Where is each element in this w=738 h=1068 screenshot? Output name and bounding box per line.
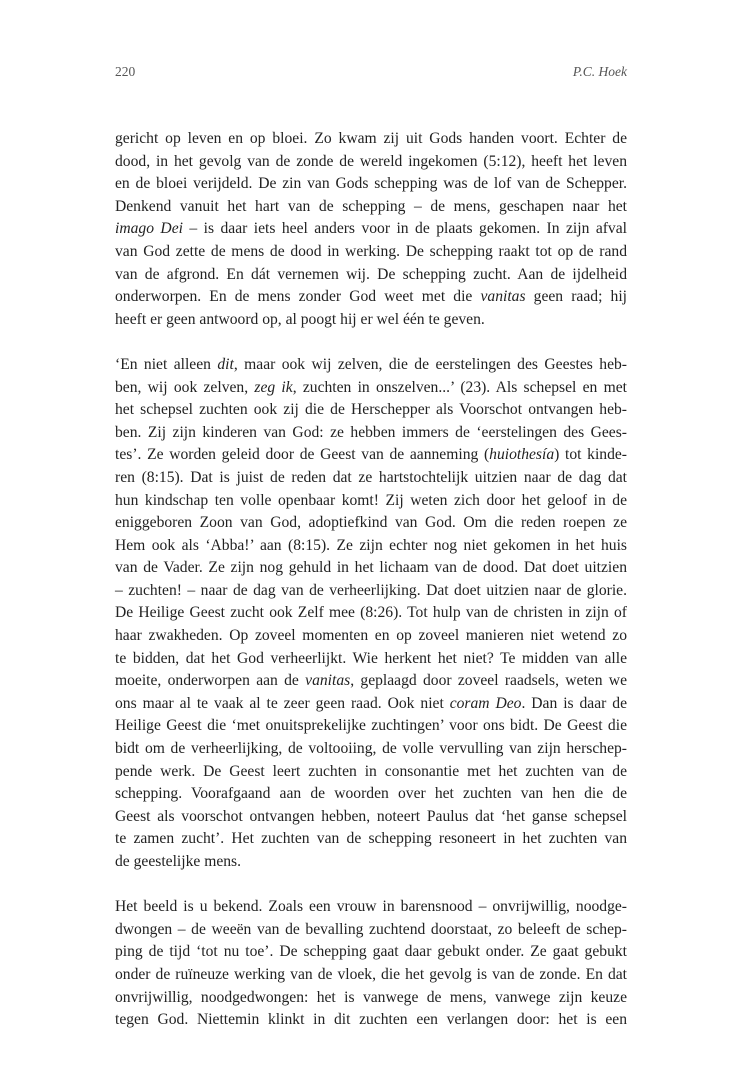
text-line bbox=[115, 964, 627, 987]
text-line bbox=[115, 625, 627, 648]
text-segment: te bidden, dat het God verheerlijkt. Wie herkent het niet? Te midden van alle bbox=[115, 649, 627, 667]
text-line bbox=[115, 828, 627, 851]
text-line bbox=[115, 467, 627, 490]
text-line bbox=[115, 648, 627, 671]
text-segment: moeite, onderworpen aan de bbox=[115, 672, 306, 690]
text-segment: eniggeboren Zoon van God, adoptiefkind van God. Om die reden roepen ze bbox=[115, 514, 627, 532]
text-segment: gericht op leven en op bloei. Zo kwam zij uit Gods handen voort. Echter de bbox=[115, 130, 627, 147]
text-segment: te zamen zucht’. Het zuchten van de schepping resoneert in het zuchten van bbox=[115, 830, 627, 848]
text-segment: van de Vader. Ze zijn nog gehuld in het lichaam van de dood. Dat doet uitzien bbox=[115, 559, 627, 577]
text-line bbox=[115, 399, 627, 422]
text-segment: onvrijwillig, noodgedwongen: het is vanwege de mens, vanwege zijn keuze bbox=[115, 988, 627, 1006]
body-text bbox=[115, 128, 627, 1032]
text-line bbox=[115, 264, 627, 287]
text-segment: heeft er geen antwoord op, al poogt hij er wel één te geven. bbox=[115, 310, 485, 328]
text-segment: ben, wij ook zelven, bbox=[115, 378, 255, 396]
text-line bbox=[115, 896, 627, 919]
text-segment: , maar ook wij zelven, die de eerstelingen des Geestes heb- bbox=[233, 355, 627, 373]
text-segment: ping de tijd ‘tot nu toe’. De schepping gaat daar gebukt onder. Ze gaat gebukt bbox=[115, 943, 627, 961]
italic-term: imago Dei bbox=[115, 220, 183, 238]
paragraph bbox=[115, 128, 627, 331]
text-line bbox=[115, 128, 627, 151]
text-line bbox=[115, 580, 627, 603]
text-line bbox=[115, 173, 627, 196]
text-segment: De Heilige Geest zucht ook Zelf mee (8:26). Tot hulp van de christen in zijn of bbox=[115, 604, 627, 622]
text-segment: – zuchten! – naar de dag van de verheerlijking. Dat doet uitzien naar de glorie. bbox=[115, 581, 627, 599]
text-line bbox=[115, 241, 627, 264]
text-line bbox=[115, 738, 627, 761]
text-line bbox=[115, 490, 627, 513]
text-segment: de geestelijke mens. bbox=[115, 853, 242, 870]
text-line bbox=[115, 851, 627, 874]
text-segment: . Dan is daar de bbox=[521, 694, 627, 712]
text-line bbox=[115, 535, 627, 558]
text-line bbox=[115, 919, 627, 942]
text-segment: Het beeld is u bekend. Zoals een vrouw in barensnood – onvrijwillig, noodge- bbox=[115, 898, 627, 916]
text-segment: van de afgrond. En dát vernemen wij. De schepping zucht. Aan de ijdelheid bbox=[115, 265, 627, 283]
italic-term: zeg ik bbox=[254, 378, 293, 396]
text-segment: Heilige Geest die ‘met onuitsprekelijke zuchtingen’ voor ons bidt. De Geest die bbox=[115, 717, 627, 735]
text-line bbox=[115, 218, 627, 241]
text-line bbox=[115, 354, 627, 377]
text-line bbox=[115, 377, 627, 400]
text-segment: ) tot kinde- bbox=[554, 446, 627, 464]
italic-term: huiothesía bbox=[489, 446, 555, 464]
italic-term: vanitas bbox=[480, 288, 526, 306]
text-line bbox=[115, 783, 627, 806]
text-line bbox=[115, 512, 627, 535]
text-line bbox=[115, 602, 627, 625]
text-line bbox=[115, 557, 627, 580]
text-segment: en de bloei verijdeld. De zin van Gods schepping was de lof van de Schepper. bbox=[115, 175, 627, 193]
text-segment: Denkend vanuit het hart van de schepping – de mens, geschapen naar het bbox=[115, 197, 627, 215]
text-segment: haar zwakheden. Op zoveel momenten en op zoveel manieren niet wetend zo bbox=[115, 627, 627, 645]
text-line bbox=[115, 670, 627, 693]
text-line bbox=[115, 761, 627, 784]
text-line bbox=[115, 151, 627, 174]
text-line bbox=[115, 806, 627, 829]
italic-term: dit bbox=[217, 355, 234, 373]
text-line bbox=[115, 941, 627, 964]
text-line bbox=[115, 286, 627, 309]
text-segment: ‘En niet alleen bbox=[115, 355, 218, 373]
text-line bbox=[115, 987, 627, 1010]
text-segment: bidt om de verheerlijking, de voltooiing, de volle vervulling van zijn herschep- bbox=[115, 740, 627, 758]
text-line bbox=[115, 422, 627, 445]
text-segment: dood, in het gevolg van de zonde de wereld ingekomen (5:12), heeft het leven bbox=[115, 152, 627, 170]
text-segment: , zuchten in onszelven...’ (23). Als schepsel en met bbox=[292, 378, 627, 396]
text-segment: dwongen – de weeën van de bevalling zuchtend doorstaat, zo beleeft de schep- bbox=[115, 920, 627, 938]
text-segment: onderworpen. En de mens zonder God weet met die bbox=[115, 288, 481, 306]
text-segment: , geplaagd door zoveel raadsels, weten we bbox=[350, 672, 627, 690]
text-segment: hun kindschap ten volle openbaar komt! Zij weten zich door het geloof in de bbox=[115, 491, 627, 509]
text-segment: tes’. Ze worden geleid door de Geest van de aanneming ( bbox=[115, 446, 490, 464]
text-line bbox=[115, 196, 627, 219]
text-segment: Hem ook als ‘Abba!’ aan (8:15). Ze zijn echter nog niet gekomen in het huis bbox=[115, 536, 627, 554]
text-segment: schepping. Voorafgaand aan de woorden over het zuchten van hen die de bbox=[115, 785, 627, 803]
italic-term: vanitas bbox=[305, 672, 351, 690]
text-line bbox=[115, 1009, 627, 1032]
text-segment: pende werk. De Geest leert zuchten in consonantie met het zuchten van de bbox=[115, 762, 627, 780]
text-segment: Geest als voorschot ontvangen hebben, noteert Paulus dat ‘het ganse schepsel bbox=[115, 807, 627, 825]
text-segment: onder de ruïneuze werking van de vloek, die het gevolg is van de zonde. En dat bbox=[115, 965, 627, 983]
italic-term: coram Deo bbox=[449, 694, 522, 712]
text-segment: – is daar iets heel anders voor in de plaats gekomen. In zijn afval bbox=[182, 220, 627, 238]
page-number: 220 bbox=[115, 64, 136, 79]
running-head-author: P.C. Hoek bbox=[572, 64, 627, 79]
text-segment: geen raad; hij bbox=[525, 288, 627, 306]
text-line bbox=[115, 693, 627, 716]
text-segment: van God zette de mens de dood in werking. De schepping raakt tot op de rand bbox=[115, 242, 627, 260]
text-line bbox=[115, 715, 627, 738]
text-segment: tegen God. Niettemin klinkt in dit zuchten een verlangen door: het is een bbox=[115, 1011, 627, 1029]
text-segment: ben. Zij zijn kinderen van God: ze hebben immers de ‘eerstelingen des Gees- bbox=[115, 423, 627, 441]
page-header bbox=[115, 64, 627, 84]
paragraph bbox=[115, 354, 627, 874]
text-segment: ons maar al te vaak al te zeer geen raad. Ook niet bbox=[115, 694, 450, 712]
text-segment: het schepsel zuchten ook zij die de Herschepper als Voorschot ontvangen heb- bbox=[115, 401, 627, 419]
text-segment: ren (8:15). Dat is juist de reden dat ze hartstochtelijk uitzien naar de dag dat bbox=[115, 468, 627, 486]
text-line bbox=[115, 309, 627, 332]
paragraph bbox=[115, 896, 627, 1032]
text-line bbox=[115, 444, 627, 467]
